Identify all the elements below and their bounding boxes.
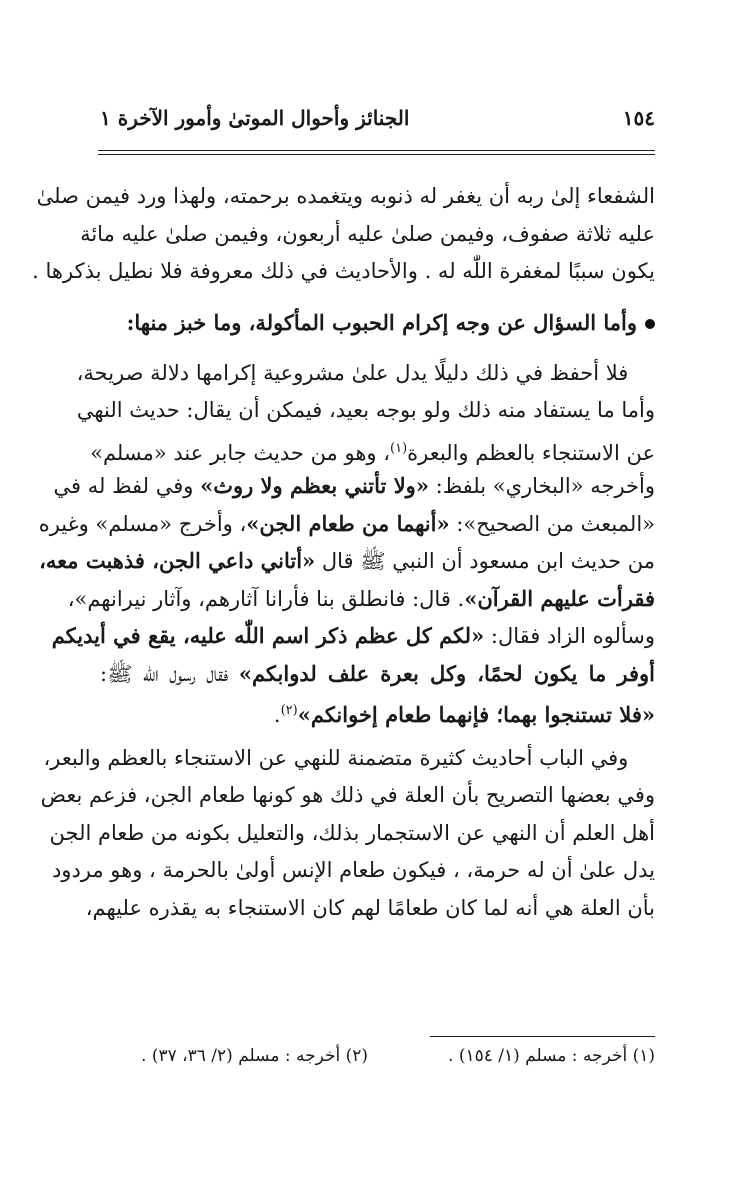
section-heading <box>100 301 655 345</box>
text-line: «المبعث من الصحيح»: «أنهما من طعام الجن»، وأخرج «مسلم» وغيره <box>38 510 655 536</box>
footnotes <box>100 1046 655 1066</box>
hadith-quote: «ولا تأتني بعظم ولا روث» <box>200 473 429 498</box>
hadith-quote: أوفر ما يكون لحمًا، وكل بعرة علف لدوابكم» <box>238 660 655 686</box>
text-line: وأما ما يستفاد منه ذلك ولو بوجه بعيد، فيمكن أن يقال: حديث النهي <box>76 398 655 422</box>
hadith-quote: فقرأت عليهم القرآن» <box>464 585 655 611</box>
text-line: فقرأت عليهم القرآن». قال: فانطلق بنا فأرانا آثارهم، وآثار نيرانهم»، <box>67 585 655 611</box>
main-text <box>32 178 655 927</box>
footnote-ref-2: (٢) <box>280 703 298 718</box>
text-line: يكون سببًا لمغفرة اللّٰه له . والأحاديث في ذلك معروفة فلا نطيل بذكرها . <box>32 259 655 283</box>
text-line: وفي بعضها التصريح بأن العلة في ذلك هو كونها طعام الجن، فزعم بعض <box>40 783 655 807</box>
text-line: «فلا تستنجوا بهما؛ فإنهما طعام إخوانكم»$^{(٢)}$. <box>273 702 655 727</box>
text-line: أوفر ما يكون لحمًا، وكل بعرة علف لدوابكم» فقال رسول اللّٰه ﷺ: <box>100 660 655 686</box>
text-line: عليه ثلاثة صفوف، وفيمن صلىٰ عليه أربعون، وفيمن صلىٰ عليه مائة <box>80 221 655 246</box>
page-number: ١٥٤ <box>622 106 655 130</box>
hadith-quote: «لكم كل عظم ذكر اسم اللّٰه عليه، يقع في أيديكم <box>51 623 485 648</box>
running-title: الجنائز وأحوال الموتىٰ وأمور الآخرة ١ <box>100 106 410 130</box>
footnote-rule <box>430 1036 655 1037</box>
hadith-quote: «أتاني داعي الجن، فذهبت معه، <box>39 548 316 573</box>
header-rule-thin <box>98 154 655 155</box>
text-line: وسألوه الزاد فقال: «لكم كل عظم ذكر اسم اللّٰه عليه، يقع في أيديكم <box>51 623 655 648</box>
text-line: يدل علىٰ أن له حرمة، ، فيكون طعام الإنس أولىٰ بالحرمة ، وهو مردود <box>51 858 655 882</box>
bullet-icon <box>645 319 655 329</box>
hadith-quote: «أنهما من طعام الجن» <box>246 510 450 536</box>
text-line: وأخرجه «البخاري» بلفظ: «ولا تأتني بعظم ولا روث» وفي لفظ له في <box>53 473 655 498</box>
text-line: أهل العلم أن النهي عن الاستجمار بذلك، والتعليل بكونه من طعام الجن <box>49 820 655 845</box>
header-rule <box>98 150 655 151</box>
footnote-2: (٢) أخرجه : مسلم (٢/ ٣٦، ٣٧) . <box>141 1046 369 1066</box>
hadith-quote: «فلا تستنجوا بهما؛ فإنهما طعام إخوانكم» <box>297 702 655 727</box>
footnote-1: (١) أخرجه : مسلم (١/ ١٥٤) . <box>448 1046 655 1066</box>
page-header <box>100 96 655 140</box>
section-heading-text: وأما السؤال عن وجه إكرام الحبوب المأكولة، وما خبز منها: <box>126 309 637 335</box>
text-line: الشفعاء إلىٰ ربه أن يغفر له ذنوبه ويتغمده برحمته، ولهذا ورد فيمن صلىٰ <box>36 184 655 208</box>
text-line: عن الاستنجاء بالعظم والبعرة$^{(١)}$، وهو من حديث جابر عند «مسلم» <box>90 440 655 465</box>
text-line: من حديث ابن مسعود أن النبي ﷺ قال «أتاني داعي الجن، فذهبت معه، <box>39 548 655 573</box>
text-line: بأن العلة هي أنه لما كان طعامًا لهم كان الاستنجاء به يقذره عليهم، <box>85 895 655 920</box>
text-line: فلا أحفظ في ذلك دليلًا يدل علىٰ مشروعية إكرامها دلالة صريحة، <box>76 360 629 385</box>
text-line: وفي الباب أحاديث كثيرة متضمنة للنهي عن الاستنجاء بالعظم والبعر، <box>43 745 629 770</box>
footnote-ref-1: (١) <box>390 440 408 456</box>
